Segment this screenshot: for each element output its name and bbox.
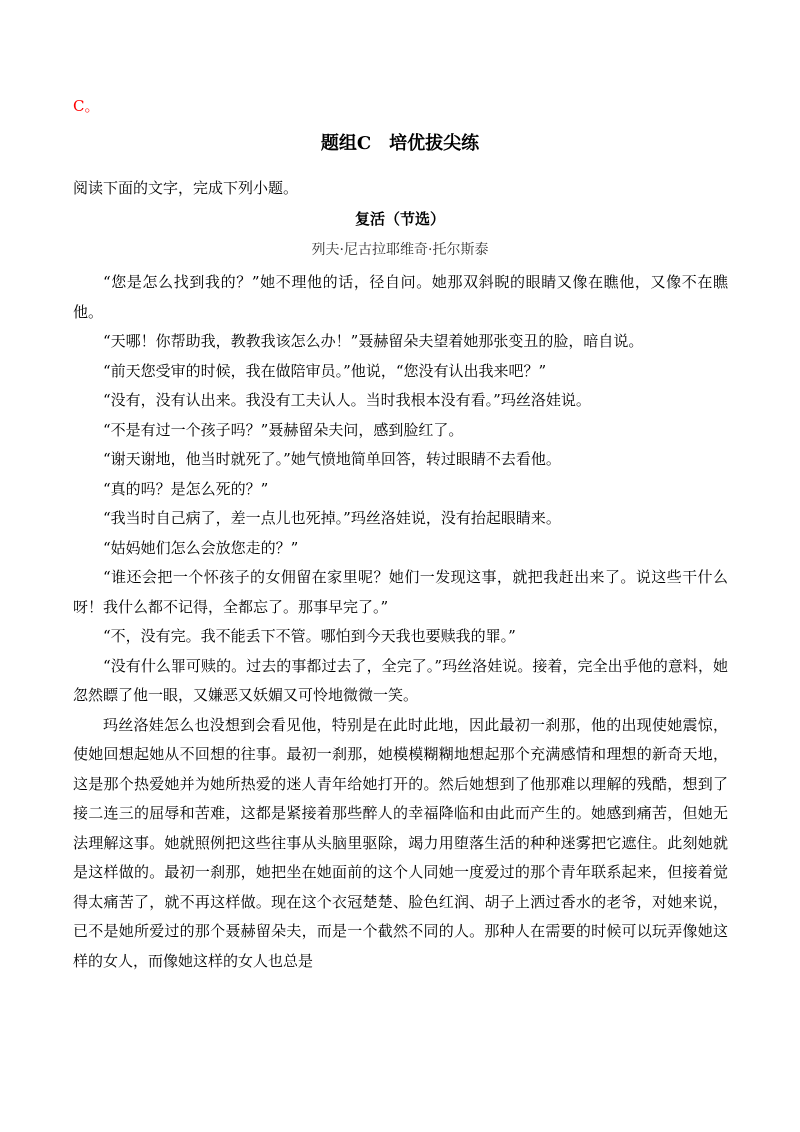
paragraph: “我当时自己病了，差一点儿也死掉。”玛丝洛娃说，没有抬起眼睛来。 [103,509,561,527]
passage-body [73,268,728,976]
paragraph: “没有什么罪可赎的。过去的事都过去了，全完了。”玛丝洛娃说。接着，完全出乎他的意料，她忽然瞟了他一眼，又嫌恶又妖媚又可怜地微微一笑。 [73,656,728,704]
paragraph: “您是怎么找到我的？”她不理他的话，径自问。她那双斜睨的眼睛又像在瞧他，又像不在瞧他。 [73,273,728,321]
paragraph: “前天您受审的时候，我在做陪审员。”他说，“您没有认出我来吧？” [103,361,547,380]
paragraph: “不，没有完。我不能丢下不管。哪怕到今天我也要赎我的罪。” [103,627,516,645]
paragraph: “不是有过一个孩子吗？”聂赫留朵夫问，感到脸红了。 [103,420,464,439]
paragraph: “谁还会把一个怀孩子的女佣留在家里呢？她们一发现这事，就把我赶出来了。说这些干什么呀！我什么都不记得，全都忘了。那事早完了。” [73,568,728,616]
section-title: 题组C 培优拔尖练 [320,133,480,154]
paragraph: “真的吗？是怎么死的？” [103,479,269,498]
paragraph: “谢天谢地，他当时就死了。”她气愤地简单回答，转过眼睛不去看他。 [103,450,561,468]
instruction-text: 阅读下面的文字，完成下列小题。 [73,179,299,197]
paragraph: “没有，没有认出来。我没有工夫认人。当时我根本没有看。”玛丝洛娃说。 [103,391,591,409]
passage-author: 列夫·尼古拉耶维奇·托尔斯泰 [311,242,489,258]
passage-title: 复活（节选） [354,210,445,228]
answer-text: C。 [73,97,100,115]
paragraph: “天哪！你帮助我，教教我该怎么办！”聂赫留朵夫望着她那张变丑的脸，暗自说。 [103,332,644,350]
paragraph: 玛丝洛娃怎么也没想到会看见他，特别是在此时此地，因此最初一刹那，他的出现使她震惊，使她回想起她从不回想的往事。最初一刹那，她模模糊糊地想起那个充满感情和理想的新奇天地，这是那个热爱她并为她所热爱的迷人青年给她打开的。然后她想到了他那难以理解的残酷，想到了接二连三的屈辱和苦难，这都是紧接着那些醉人的幸福降临和由此而产生的。她感到痛苦，但她无法理解这事。她就照例把这些往事从头脑里驱除，竭力用堕落生活的种种迷雾把它遮住。此刻她就是这样做的。最初一刹那，她把坐在她面前的这个人同她一度爱过的那个青年联系起来，但接着觉得太痛苦了，就不再这样做。现在这个衣冠楚楚、脸色红润、胡子上洒过香水的老爷，对她来说，已不是她所爱过的那个聂赫留朵夫，而是一个截然不同的人。那种人在需要的时候可以玩弄像她这样的女人，而像她这样的女人也总是 [73,715,728,970]
paragraph: “姑妈她们怎么会放您走的？” [103,538,299,557]
